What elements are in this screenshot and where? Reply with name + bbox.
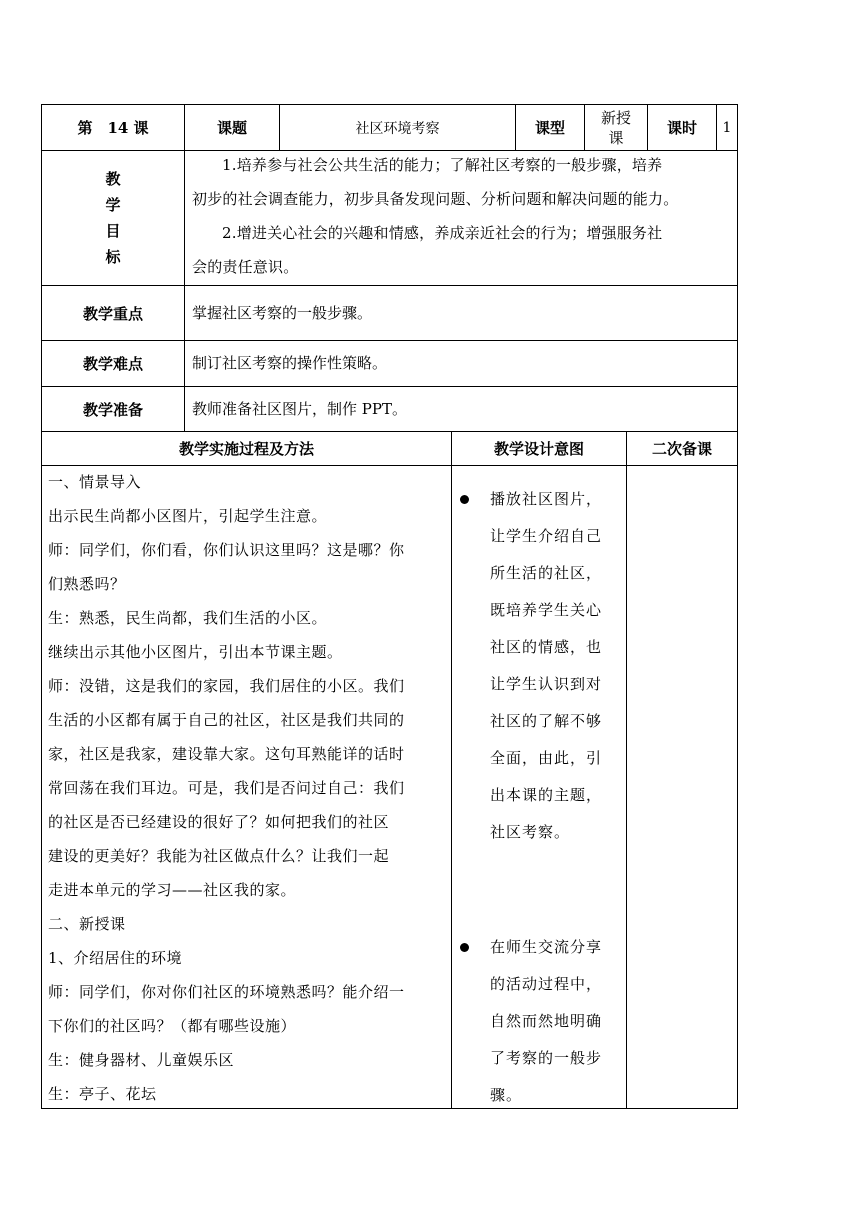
objectives-line: 初步的社会调查能力，初步具备发现问题、分析问题和解决问题的能力。 — [192, 190, 679, 208]
lesson-hours-label: 课时 — [666, 119, 697, 137]
preparation-text: 教师准备社区图片，制作 PPT。 — [192, 400, 407, 418]
bullet-icon — [460, 495, 469, 504]
process-line: 一、情景导入 — [48, 473, 142, 491]
process-line: 二、新授课 — [48, 915, 126, 933]
intent-line: 出本课的主题， — [490, 786, 603, 804]
lesson-type-value — [585, 105, 647, 150]
key-point-text: 掌握社区考察的一般步骤。 — [192, 304, 373, 322]
process-line: 生：亭子、花坛 — [48, 1085, 157, 1103]
process-line: 师：同学们，你对你们社区的环境熟悉吗？能介绍一 — [48, 983, 405, 1001]
objectives-text — [192, 148, 736, 284]
objectives-line: 2.增进关心社会的兴趣和情感，养成亲近社会的行为；增强服务社 — [222, 224, 663, 242]
topic-value: 社区环境考察 — [355, 120, 440, 137]
intent-line: 既培养学生关心 — [490, 601, 603, 619]
intent-line: 社区的情感，也 — [490, 638, 603, 656]
lesson-type-line: 新授 — [600, 108, 631, 127]
intent-line: 骤。 — [490, 1086, 523, 1104]
bullet-icon — [460, 943, 469, 952]
process-line: 继续出示其他小区图片，引出本节课主题。 — [48, 643, 343, 661]
process-line: 的社区是否已经建设的很好了？如何把我们的社区 — [48, 813, 390, 831]
process-line: 建设的更美好？我能为社区做点什么？让我们一起 — [48, 847, 390, 865]
intent-line: 所生活的社区， — [490, 564, 603, 582]
objectives-label — [42, 151, 184, 285]
objectives-line: 会的责任意识。 — [192, 258, 299, 276]
process-line: 常回荡在我们耳边。可是，我们是否问过自己：我们 — [48, 779, 405, 797]
intent-line: 社区的了解不够 — [490, 712, 603, 730]
intent-line: 自然而然地明确 — [490, 1012, 603, 1030]
intent-line: 让学生介绍自己 — [490, 527, 603, 545]
lesson-number: 第 14 课 — [77, 119, 149, 137]
process-line: 家，社区是我家，建设靠大家。这句耳熟能详的话时 — [48, 745, 405, 763]
lesson-type-label: 课型 — [534, 119, 565, 137]
key-point-label: 教学重点 — [82, 304, 143, 323]
intent-line: 播放社区图片， — [490, 490, 603, 508]
process-line: 下你们的社区吗？（都有哪些设施） — [48, 1017, 297, 1035]
objectives-label-char: 标 — [105, 248, 121, 266]
process-text — [48, 465, 448, 1111]
intent-line: 让学生认识到对 — [490, 675, 603, 693]
intent-line: 在师生交流分享 — [490, 938, 603, 956]
notes-column-header: 二次备课 — [651, 440, 712, 458]
topic-label: 课题 — [216, 119, 247, 137]
preparation-label: 教学准备 — [82, 400, 143, 419]
objectives-label-char: 学 — [105, 196, 121, 214]
process-column-header: 教学实施过程及方法 — [178, 440, 314, 458]
second-prep-cell[interactable] — [627, 466, 737, 1108]
difficulty-label: 教学难点 — [82, 355, 143, 373]
intent-line: 全面，由此，引 — [490, 749, 603, 767]
process-line: 生：健身器材、儿童娱乐区 — [48, 1051, 235, 1069]
process-line: 生活的小区都有属于自己的社区，社区是我们共同的 — [48, 711, 405, 729]
process-line: 走进本单元的学习——社区我的家。 — [48, 881, 297, 899]
process-line: 师：没错，这是我们的家园，我们居住的小区。我们 — [48, 677, 405, 695]
intent-block-1 — [490, 481, 622, 851]
intent-line: 了考察的一般步 — [490, 1049, 603, 1067]
objectives-line: 1.培养参与社会公共生活的能力；了解社区考察的一般步骤，培养 — [222, 156, 663, 174]
process-line: 师：同学们，你们看，你们认识这里吗？这是哪？你 — [48, 541, 405, 559]
intent-line: 的活动过程中， — [490, 975, 603, 993]
process-line: 1、介绍居住的环境 — [48, 949, 183, 967]
intent-column-header: 教学设计意图 — [493, 440, 584, 458]
intent-block-2 — [490, 929, 622, 1114]
intent-line: 社区考察。 — [490, 823, 571, 841]
process-line: 生：熟悉，民生尚都，我们生活的小区。 — [48, 609, 328, 627]
process-line: 们熟悉吗？ — [48, 575, 126, 593]
process-line: 出示民生尚都小区图片，引起学生注意。 — [48, 507, 328, 525]
difficulty-text: 制订社区考察的操作性策略。 — [192, 354, 388, 372]
lesson-hours-value: 1 — [722, 119, 732, 136]
objectives-label-char: 教 — [105, 170, 121, 188]
objectives-label-char: 目 — [105, 222, 121, 240]
lesson-type-line: 课 — [608, 128, 624, 147]
